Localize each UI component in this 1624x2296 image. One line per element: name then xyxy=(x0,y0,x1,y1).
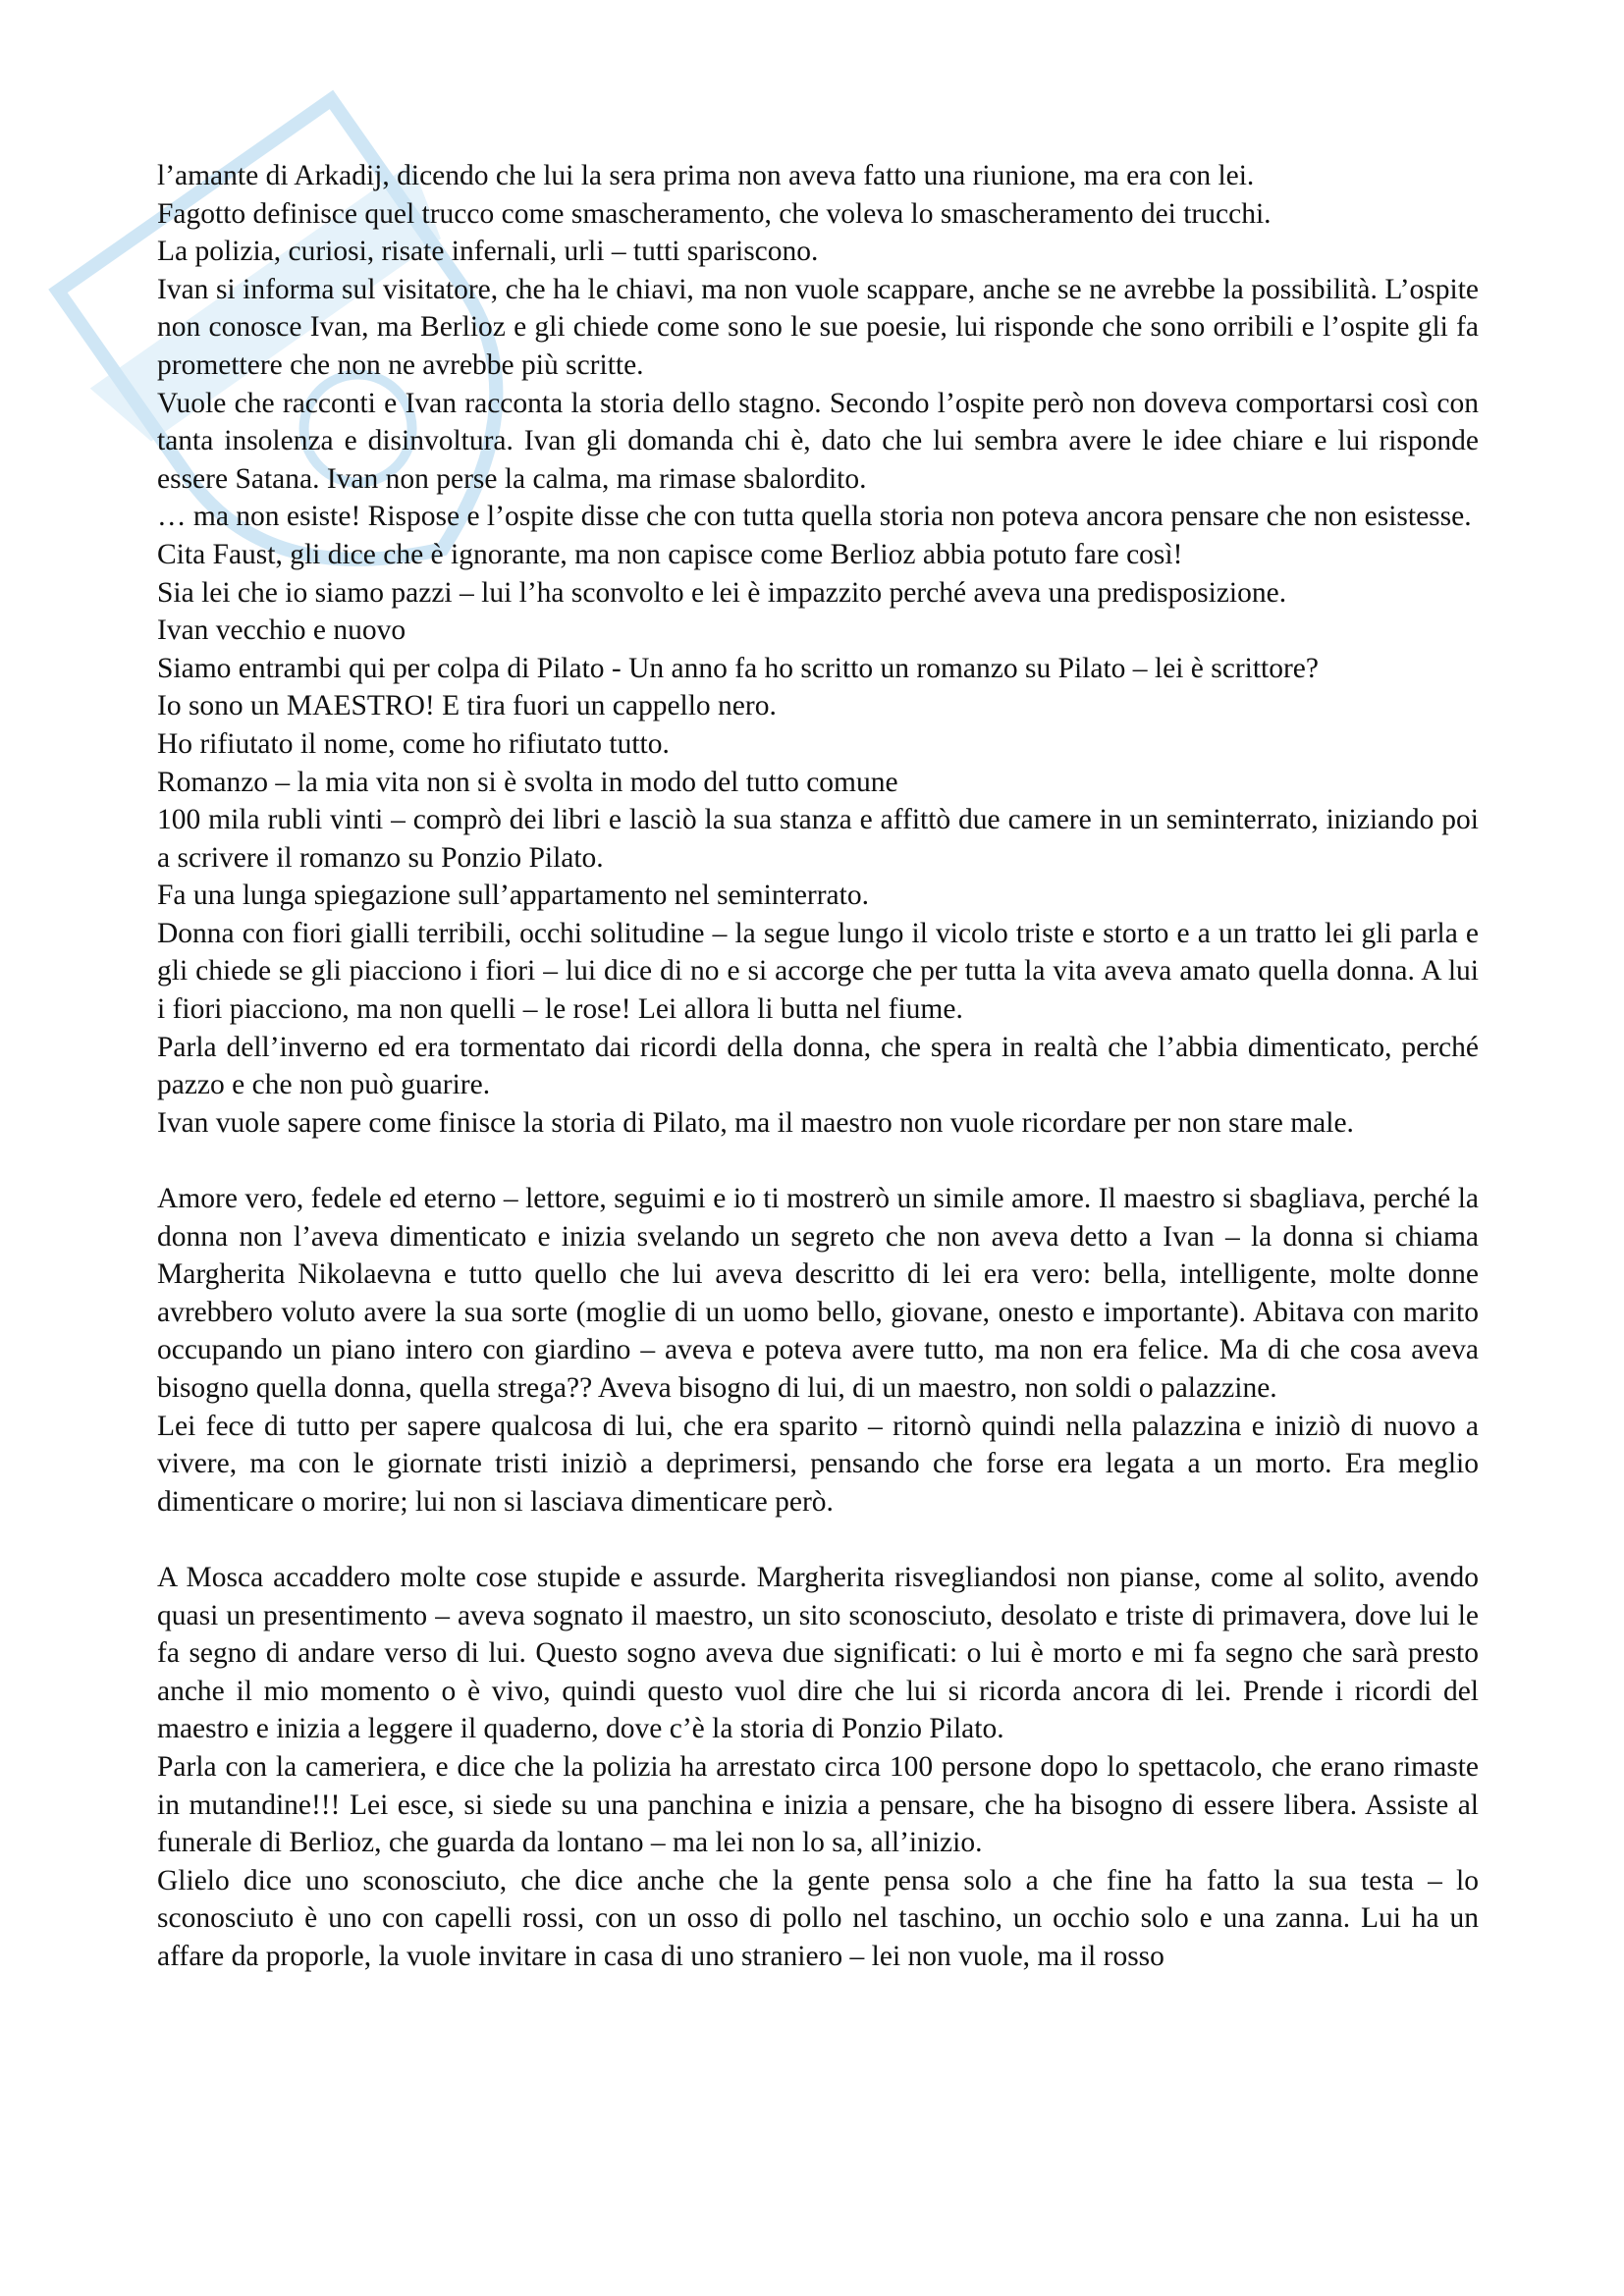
paragraph: 100 mila rubli vinti – comprò dei libri e lasciò la sua stanza e affittò due camere in un seminterrato, iniziando poi a scrivere il romanzo su Ponzio Pilato. xyxy=(157,804,1479,874)
text-line: La polizia, curiosi, risate infernali, urli – tutti spariscono. xyxy=(157,236,819,268)
text-line: Siamo entrambi qui per colpa di Pilato - Un anno fa ho scritto un romanzo su Pilato – lei è scrittore? xyxy=(157,652,1319,684)
text-line: Romanzo – la mia vita non si è svolta in modo del tutto comune xyxy=(157,766,898,798)
text-line: l’amante di Arkadij, dicendo che lui la sera prima non aveva fatto una riunione, ma era con lei. xyxy=(157,160,1255,191)
paragraph: A Mosca accaddero molte cose stupide e assurde. Margherita risvegliandosi non pianse, come al solito, avendo quasi un presentimento – aveva sognato il maestro, un sito sconosciuto, desolato e triste di primavera, dove lui le fa segno di andare verso di lui. Questo sogno aveva due significati: o lui è morto e mi fa segno che sarà presto anche il mio momento o è vivo, quindi questo vuol dire che lui si ricorda ancora di lei. Prende i ricordi del maestro e inizia a leggere il quaderno, dove c’è la storia di Ponzio Pilato. xyxy=(157,1561,1479,1745)
text-line: Io sono un MAESTRO! E tira fuori un cappello nero. xyxy=(157,690,777,722)
paragraph: Parla con la cameriera, e dice che la polizia ha arrestato circa 100 persone dopo lo spettacolo, che erano rimaste in mutandine!!! Lei esce, si siede su una panchina e inizia a pensare, che ha bisogno di essere libera. Assiste al funerale di Berlioz, che guarda da lontano – ma lei non lo sa, all’inizio. xyxy=(157,1750,1479,1859)
paragraph: Ivan si informa sul visitatore, che ha le chiavi, ma non vuole scappare, anche se ne avrebbe la possibilità. L’ospite non conosce Ivan, ma Berlioz e gli chiede come sono le sue poesie, lui risponde che sono orribili e l’ospite gli fa promettere che non ne avrebbe più scritte. xyxy=(157,273,1479,381)
paragraph: Ivan vuole sapere come finisce la storia di Pilato, ma il maestro non vuole ricordare per non stare male. xyxy=(157,1106,1354,1139)
paragraph: Amore vero, fedele ed eterno – lettore, seguimi e io ti mostrerò un simile amore. Il maestro si sbagliava, perché la donna non l’aveva dimenticato e inizia svelando un segreto che non aveva detto a Ivan – la donna si chiama Margherita Nikolaevna e tutto quello che lui aveva descritto di lei era vero: bella, intelligente, molte donne avrebbero voluto avere la sua sorte (moglie di un uomo bello, giovane, onesto e importante). Abitava con marito occupando un piano intero con giardino – aveva e poteva avere tutto, ma non era felice. Ma di che cosa aveva bisogno quella donna, quella strega?? Aveva bisogno di lui, di un maestro, non soldi o palazzine. xyxy=(157,1183,1479,1404)
text-line: Fagotto definisce quel trucco come smascheramento, che voleva lo smascheramento dei trucchi. xyxy=(157,197,1272,230)
text-line: Ho rifiutato il nome, come ho rifiutato tutto. xyxy=(157,727,670,760)
paragraph: Parla dell’inverno ed era tormentato dai ricordi della donna, che spera in realtà che l’abbia dimenticato, perché pazzo e che non può guarire. xyxy=(157,1031,1479,1101)
text-line: Fa una lunga spiegazione sull’appartamento nel seminterrato. xyxy=(157,880,869,912)
paragraph: Lei fece di tutto per sapere qualcosa di lui, che era sparito – ritornò quindi nella palazzina e iniziò di nuovo a vivere, ma con le giornate tristi iniziò a deprimersi, pensando che forse era legata a un morto. Era meglio dimenticare o morire; lui non si lasciava dimenticare però. xyxy=(157,1410,1479,1518)
paragraph: Vuole che racconti e Ivan racconta la storia dello stagno. Secondo l’ospite però non doveva comportarsi così con tanta insolenza e disinvoltura. Ivan gli domanda chi è, dato che lui sembra avere le idee chiare e lui risponde essere Satana. Ivan non perse la calma, ma rimase sbalordito. xyxy=(157,387,1479,495)
paragraph: Donna con fiori gialli terribili, occhi solitudine – la segue lungo il vicolo triste e storto e a un tratto lei gli parla e gli chiede se gli piacciono i fiori – lui dice di no e si accorge che per tutta la vita aveva amato quella donna. A lui i fiori piacciono, ma non quelli – le rose! Lei allora li butta nel fiume. xyxy=(157,917,1479,1026)
text-line: Ivan vecchio e nuovo xyxy=(157,614,406,647)
text-line: Cita Faust, gli dice che è ignorante, ma non capisce come Berlioz abbia potuto fare così! xyxy=(157,538,1183,570)
paragraph: Glielo dice uno sconosciuto, che dice anche che la gente pensa solo a che fine ha fatto la sua testa – lo sconosciuto è uno con capelli rossi, con un osso di pollo nel taschino, un occhio solo e una zanna. Lui ha un affare da proporle, la vuole invitare in casa di uno straniero – lei non vuole, ma il rosso xyxy=(157,1864,1479,1972)
paragraph: … ma non esiste! Rispose e l’ospite disse che con tutta quella storia non poteva ancora pensare che non esistesse. xyxy=(157,501,1472,533)
text-line: Sia lei che io siamo pazzi – lui l’ha sconvolto e lei è impazzito perché aveva una predisposizione. xyxy=(157,576,1287,609)
document-body xyxy=(157,157,1479,1976)
